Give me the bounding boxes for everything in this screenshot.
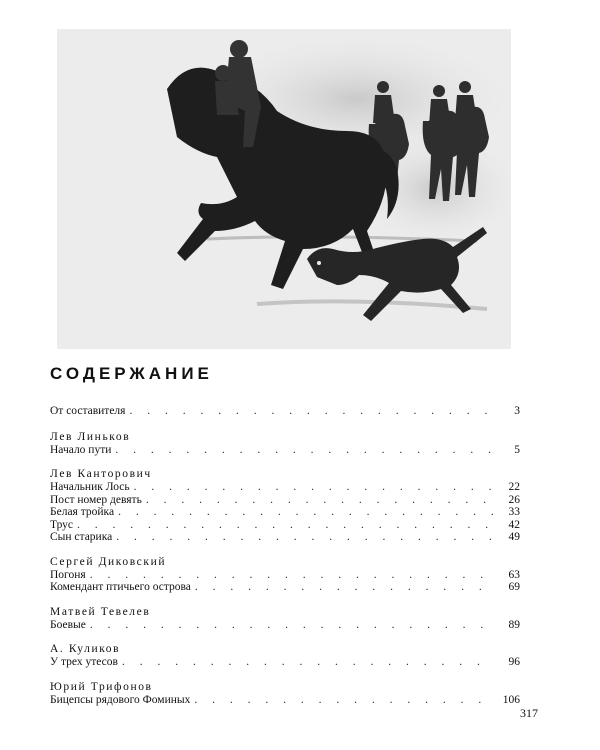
entry-page: 106 (502, 693, 520, 706)
toc-entry[interactable] (50, 444, 520, 457)
dot-leader (146, 494, 494, 507)
table-of-contents (50, 405, 520, 717)
toc-entry[interactable] (50, 694, 520, 707)
dot-leader (129, 405, 494, 418)
toc-entry[interactable] (50, 494, 520, 507)
entry-page: 49 (508, 531, 520, 543)
section-author: Сергей Диковский (50, 555, 167, 568)
toc-entry[interactable] (50, 531, 520, 544)
entry-title: Начало пути (50, 443, 112, 456)
dot-leader (77, 519, 494, 532)
entry-title: Пост номер девять (50, 493, 142, 506)
entry-title: Трус (50, 518, 74, 531)
toc-entry[interactable] (50, 569, 520, 582)
toc-entry[interactable] (50, 581, 520, 594)
entry-page: 69 (508, 581, 520, 593)
toc-section (50, 467, 520, 544)
dot-leader (115, 444, 494, 457)
toc-entry-front[interactable] (50, 405, 520, 418)
section-author: Юрий Трифонов (50, 680, 153, 693)
dot-leader (122, 656, 494, 669)
section-author: Лев Линьков (50, 430, 131, 443)
entry-page: 63 (508, 568, 520, 581)
dot-leader (195, 581, 494, 594)
dot-leader (194, 694, 494, 707)
entry-title: Погоня (50, 568, 86, 581)
toc-entry[interactable] (50, 481, 520, 494)
page-number: 317 (520, 706, 538, 720)
page-title: СОДЕРЖАНИЕ (50, 364, 213, 383)
toc-section (50, 555, 520, 594)
entry-page: 42 (508, 518, 520, 531)
entry-page: 22 (508, 481, 520, 493)
toc-entry[interactable] (50, 619, 520, 632)
entry-title: У трех утесов (50, 656, 118, 668)
entry-title: Сын старика (50, 531, 113, 543)
entry-title: Боевые (50, 618, 86, 631)
section-author: Лев Канторович (50, 468, 152, 480)
entry-title: Белая тройка (50, 506, 115, 518)
illustration (57, 29, 511, 349)
dot-leader (118, 506, 494, 519)
entry-title: Бицепсы рядового Фоминых (50, 693, 191, 706)
entry-page: 3 (514, 405, 520, 417)
toc-section (50, 680, 520, 707)
entry-page: 33 (508, 506, 520, 518)
toc-entry[interactable] (50, 519, 520, 532)
toc-section (50, 430, 520, 457)
section-author: А. Куликов (50, 643, 121, 655)
dot-leader (90, 619, 494, 632)
dot-leader (134, 481, 494, 494)
section-author: Матвей Тевелев (50, 605, 151, 618)
entry-page: 5 (514, 443, 520, 456)
toc-section (50, 605, 520, 632)
toc-entry[interactable] (50, 656, 520, 669)
entry-title: Комендант птичьего острова (50, 581, 191, 593)
entry-title: От составителя (50, 405, 126, 417)
entry-page: 89 (508, 618, 520, 631)
entry-title: Начальник Лось (50, 481, 130, 493)
dot-leader (90, 569, 494, 582)
toc-section (50, 642, 520, 669)
entry-page: 26 (508, 493, 520, 506)
entry-page: 96 (508, 656, 520, 668)
cavalry-and-dog-illustration (57, 29, 511, 349)
toc-entry[interactable] (50, 506, 520, 519)
dot-leader (116, 531, 494, 544)
